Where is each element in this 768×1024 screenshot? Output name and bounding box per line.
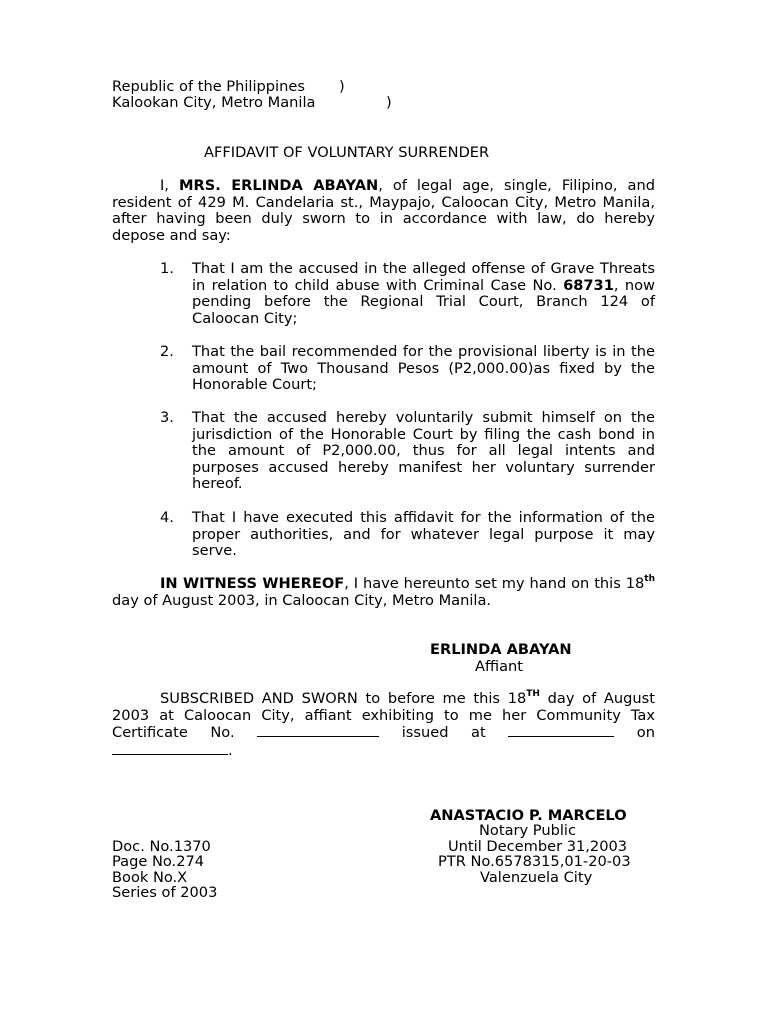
- venue-republic: Republic of the Philippines: [112, 78, 305, 95]
- notary-city: Valenzuela City: [480, 869, 593, 886]
- affiant-signature-name: [430, 642, 572, 659]
- item-text-pre: That I am the accused in the alleged offense of Grave Threats in relation to child abuse with Criminal Case No.: [192, 260, 655, 294]
- jurat-mid: day of August 2003 at Caloocan City, affiant exhibiting to me her Community Tax Certificate No.: [112, 690, 655, 742]
- item-number: 4.: [160, 509, 174, 526]
- notary-name-text: ANASTACIO P. MARCELO: [430, 807, 627, 824]
- issued-date-blank: [112, 742, 228, 755]
- affiant-label: Affiant: [475, 658, 524, 675]
- ordinal-suffix: TH: [526, 689, 540, 700]
- witness-pre: , I have hereunto set my hand on this 18: [344, 575, 645, 592]
- notary-ptr: PTR No.6578315,01-20-03: [438, 853, 631, 870]
- witness-paragraph: [112, 576, 655, 609]
- jurat-on: on: [614, 724, 655, 742]
- item-text: That the accused hereby voluntarily submit himself on the jurisdiction of the Honorable Court by filing the cash bond in the amount of P2,000.00, thus for all legal intents and purposes accused hereby manifest her voluntary surrender hereof.: [192, 409, 655, 493]
- case-number: 68731: [563, 276, 614, 294]
- item-number: 2.: [160, 343, 174, 360]
- jurat-pre: SUBSCRIBED AND SWORN to before me this 18: [160, 690, 527, 707]
- jurat-end: .: [228, 741, 233, 759]
- venue-paren: ): [339, 78, 345, 95]
- notary-title: Notary Public: [479, 822, 576, 839]
- item-number: 1.: [160, 260, 174, 277]
- intro-post: , of legal age, single, Filipino, and resident of 429 M. Candelaria st., Maypajo, Caloocan City, Metro Manila, after having been duly sworn to in accordance with law, do hereby depose and say:: [112, 177, 655, 244]
- witness-post: day of August 2003, in Caloocan City, Metro Manila.: [112, 591, 492, 609]
- venue-paren: ): [386, 94, 392, 111]
- document-title: AFFIDAVIT OF VOLUNTARY SURRENDER: [204, 144, 490, 161]
- intro-pre: I,: [160, 177, 179, 194]
- item-text-post: , now pending before the Regional Trial Court, Branch 124 of Caloocan City;: [192, 276, 655, 327]
- affiant-name: ERLINDA ABAYAN: [430, 641, 572, 658]
- jurat-paragraph: [112, 691, 655, 759]
- doc-number: Doc. No.1370: [112, 838, 211, 855]
- book-number: Book No.X: [112, 869, 188, 886]
- ctc-number-blank: [257, 724, 379, 737]
- item-number: 3.: [160, 409, 174, 426]
- jurat-issued: issued at: [379, 724, 509, 742]
- item-text: [192, 261, 655, 327]
- page-number: Page No.274: [112, 853, 205, 870]
- notary-commission: Until December 31,2003: [448, 838, 628, 855]
- item-text: That the bail recommended for the provisional liberty is in the amount of Two Thousand Pesos (P2,000.00)as fixed by the Honorable Court;: [192, 343, 655, 394]
- intro-paragraph: [112, 178, 655, 244]
- issued-place-blank: [508, 724, 614, 737]
- affiant-name-inline: MRS. ERLINDA ABAYAN: [178, 177, 379, 194]
- item-text: That I have executed this affidavit for the information of the proper authorities, and for whatever legal purpose it may serve.: [192, 509, 655, 560]
- witness-heading: IN WITNESS WHEREOF: [160, 575, 345, 592]
- series-year: Series of 2003: [112, 884, 218, 901]
- ordinal-suffix: th: [644, 574, 656, 585]
- venue-city: Kalookan City, Metro Manila: [112, 94, 316, 111]
